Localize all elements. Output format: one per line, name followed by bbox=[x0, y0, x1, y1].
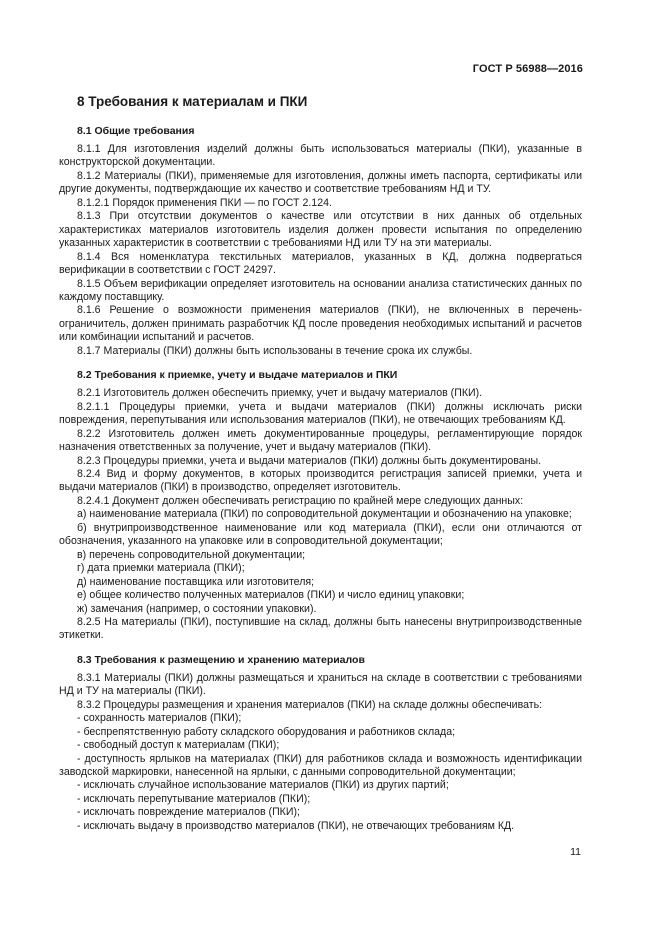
paragraph: 8.2.1 Изготовитель должен обеспечить приемку, учет и выдачу материалов (ПКИ). bbox=[77, 387, 483, 400]
paragraph: 8.1.4 Вся номенклатура текстильных материалов, указанных в КД, должна подвергаться верификации в соответствии с ГОСТ 24297. bbox=[59, 250, 582, 277]
page-content bbox=[59, 93, 582, 843]
section-8-1 bbox=[59, 124, 582, 358]
section-heading: 8.3 Требования к размещению и хранению материалов bbox=[77, 653, 365, 666]
list-item: - исключать повреждение материалов (ПКИ); bbox=[77, 806, 300, 819]
paragraph: 8.1.5 Объем верификации определяет изготовитель на основании анализа статистических данных по каждому поставщику. bbox=[59, 277, 582, 303]
paragraph: 8.3.2 Процедуры размещения и хранения материалов (ПКИ) на складе должны обеспечивать: bbox=[77, 698, 543, 711]
paragraph: 8.1.7 Материалы (ПКИ) должны быть использованы в течение срока их службы. bbox=[77, 344, 473, 357]
list-item: - исключать случайное использование материалов (ПКИ) из других партий; bbox=[77, 779, 449, 792]
paragraph: 8.2.4.1 Документ должен обеспечивать регистрацию по крайней мере следующих данных: bbox=[77, 494, 524, 507]
standard-number: ГОСТ Р 56988—2016 bbox=[472, 63, 583, 75]
paragraph: 8.2.2 Изготовитель должен иметь документированные процедуры, регламентирующие порядок назначения ответственных за получение, учет и выдачу материалов (ПКИ). bbox=[59, 427, 582, 454]
list-item: - исключать выдачу в производство материалов (ПКИ), не отвечающих требованиям КД. bbox=[77, 819, 515, 832]
list-item: д) наименование поставщика или изготовителя; bbox=[77, 575, 315, 588]
chapter-title: 8 Требования к материалам и ПКИ bbox=[77, 94, 308, 109]
list-item: - исключать перепутывание материалов (ПКИ); bbox=[77, 792, 311, 805]
paragraph: 8.2.1.1 Процедуры приемки, учета и выдачи материалов (ПКИ) должны исключать риски повреждения, перепутывания или использования материалов (ПКИ), не отвечающих требованиям КД. bbox=[59, 400, 582, 427]
list-item: е) общее количество полученных материалов (ПКИ) и число единиц упаковки; bbox=[77, 589, 465, 602]
section-heading: 8.2 Требования к приемке, учету и выдаче материалов и ПКИ bbox=[77, 369, 398, 382]
paragraph: 8.1.2 Материалы (ПКИ), применяемые для изготовления, должны иметь паспорта, сертификаты или другие документы, подтверждающие их качество и соответствие требованиям НД и ТУ. bbox=[59, 169, 582, 196]
list-item: г) дата приемки материала (ПКИ); bbox=[77, 562, 245, 575]
page-number: 11 bbox=[570, 846, 581, 858]
paragraph: 8.2.4 Вид и форму документов, в которых производится регистрация записей приемки, учета и выдачи материалов (ПКИ) в производство, определяет изготовитель. bbox=[59, 467, 582, 494]
paragraph: 8.2.5 На материалы (ПКИ), поступившие на склад, должны быть нанесены внутрипроизводственные этикетки. bbox=[59, 615, 582, 642]
list-item: - доступность ярлыков на материалах (ПКИ) для работников склада и возможность идентификации заводской маркировки, нанесенной на ярлыки, с данными сопроводительной документации; bbox=[59, 752, 582, 779]
list-item: ж) замечания (например, о состоянии упаковки). bbox=[77, 602, 317, 615]
paragraph: 8.1.3 При отсутствии документов о качестве или отсутствии в них данных об отдельных характеристиках материалов изготовитель изделия должен провести испытания по определению указанных характеристик в соответствии с требованиями НД или ТУ на эти материалы. bbox=[59, 210, 582, 250]
list-item: - свободный доступ к материалам (ПКИ); bbox=[77, 739, 280, 752]
list-item: - беспрепятственную работу складского оборудования и работников склада; bbox=[77, 725, 456, 738]
list-item: б) внутрипроизводственное наименование или код материала (ПКИ), если они отличаются от обозначения, указанного на упаковке или в сопроводительной документации; bbox=[59, 521, 582, 548]
list-item: - сохранность материалов (ПКИ); bbox=[77, 712, 242, 725]
section-heading: 8.1 Общие требования bbox=[77, 125, 195, 137]
paragraph: 8.1.6 Решение о возможности применения материалов (ПКИ), не включенных в перечень-ограничитель, должен принимать разработчик КД после проведения необходимых испытаний и расчетов или комбинации испытаний и расчетов. bbox=[59, 304, 582, 344]
list-item: в) перечень сопроводительной документации; bbox=[77, 548, 306, 561]
paragraph: 8.1.2.1 Порядок применения ПКИ — по ГОСТ 2.124. bbox=[77, 196, 332, 209]
list-item: а) наименование материала (ПКИ) по сопроводительной документации и обозначению на упаковке; bbox=[77, 508, 572, 521]
paragraph: 8.2.3 Процедуры приемки, учета и выдачи материалов (ПКИ) должны быть документированы. bbox=[77, 454, 542, 467]
paragraph: 8.3.1 Материалы (ПКИ) должны размещаться и храниться на складе в соответствии с требованиями НД и ТУ на материалы (ПКИ). bbox=[59, 671, 582, 698]
section-8-2 bbox=[59, 368, 582, 643]
section-8-3 bbox=[59, 653, 582, 833]
paragraph: 8.1.1 Для изготовления изделий должны быть использоваться материалы (ПКИ), указанные в конструкторской документации. bbox=[59, 143, 582, 169]
